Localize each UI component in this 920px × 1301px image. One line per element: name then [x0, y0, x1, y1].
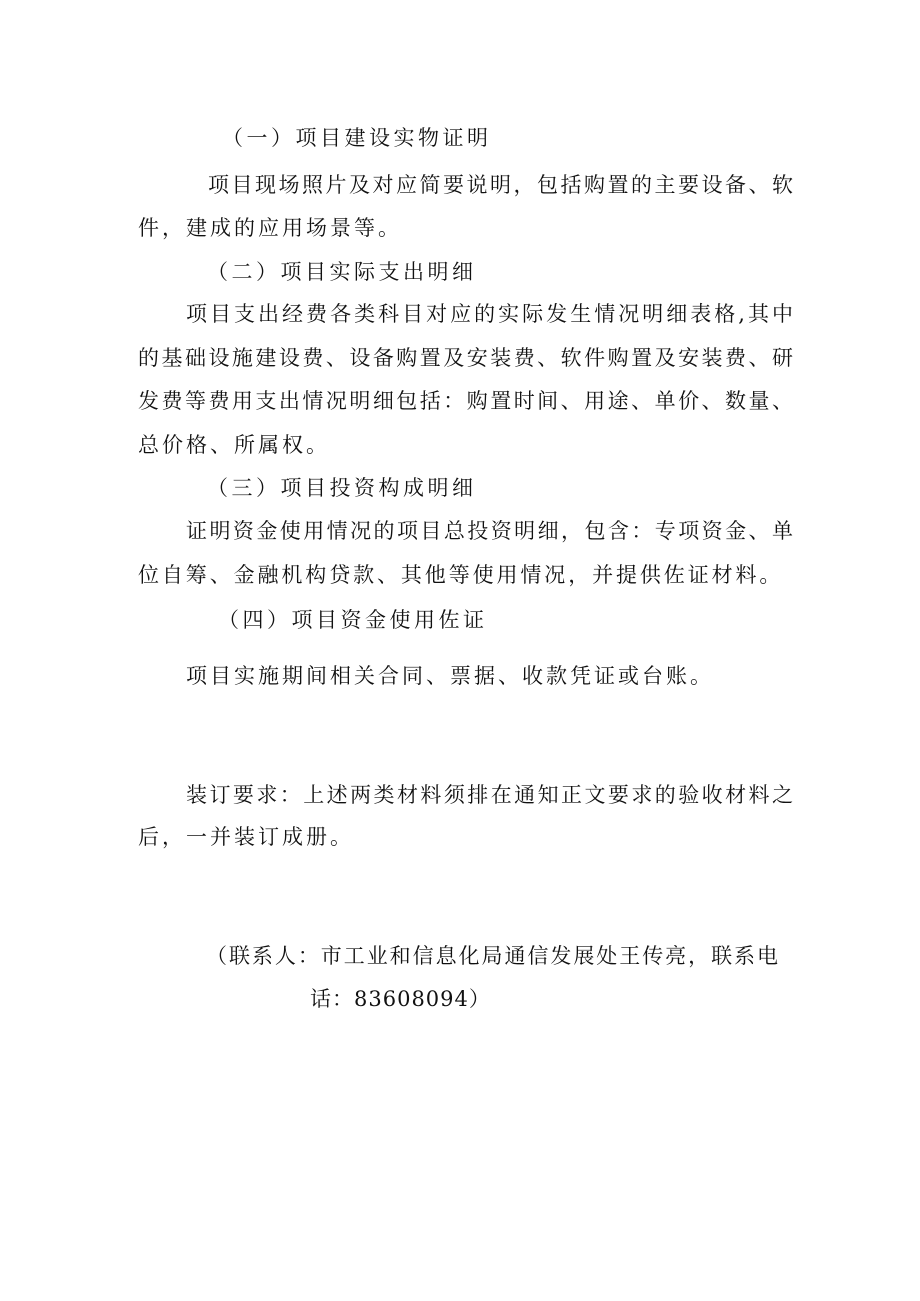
section-3-body-line-2: 位自筹、金融机构贷款、其他等使用情况，并提供佐证材料。 — [138, 563, 784, 587]
section-2-body-line-4: 总价格、所属权。 — [138, 433, 330, 457]
binding-note-line-2: 后，一并装订成册。 — [138, 825, 354, 849]
section-2-body-line-3: 发费等费用支出情况明细包括：购置时间、用途、单价、数量、 — [138, 389, 793, 413]
binding-note-line-1: 装订要求：上述两类材料须排在通知正文要求的验收材料之 — [186, 783, 793, 807]
section-3-heading: （三）项目投资构成明细 — [207, 476, 477, 500]
section-2-body-line-1: 项目支出经费各类科目对应的实际发生情况明细表格,其中 — [186, 302, 793, 326]
section-1-body-line-2: 件，建成的应用场景等。 — [138, 216, 402, 240]
section-2-body-line-2: 的基础设施建设费、设备购置及安装费、软件购置及安装费、研 — [138, 346, 793, 370]
section-3-body-line-1: 证明资金使用情况的项目总投资明细，包含：专项资金、单 — [186, 519, 793, 543]
contact-line-2: 话：83608094） — [310, 987, 491, 1011]
contact-line-1: （联系人：市工业和信息化局通信发展处王传亮，联系电 — [206, 944, 778, 968]
section-2-heading: （二）项目实际支出明细 — [207, 260, 477, 284]
section-1-body-line-1: 项目现场照片及对应简要说明，包括购置的主要设备、软 — [208, 173, 793, 197]
section-4-body-line-1: 项目实施期间相关合同、票据、收款凭证或台账。 — [186, 664, 714, 688]
section-4-heading: （四）项目资金使用佐证 — [218, 608, 488, 632]
section-1-heading: （一）项目建设实物证明 — [222, 126, 492, 150]
